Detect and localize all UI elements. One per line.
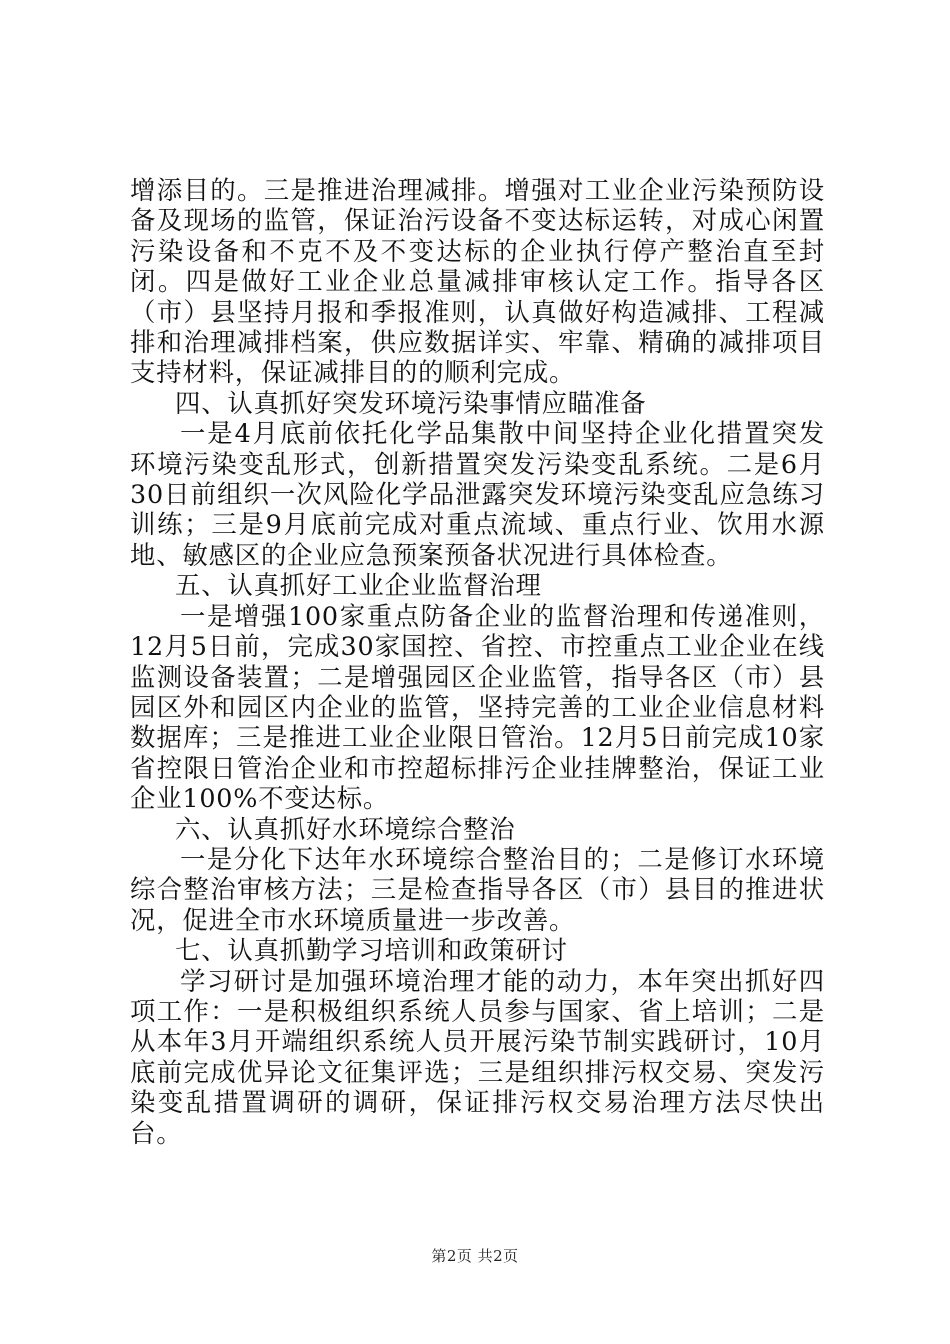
paragraph-reduction-continued: 增添目的。三是推进治理减排。增强对工业企业污染预防设备及现场的监管，保证治污设备不变达标运转，对成心闲置污染设备和不克不及不变达标的企业执行停产整治直至封闭。四是做好工业企业总量减排审核认定工作。指导各区（市）县坚持月报和季报准则，认真做好构造减排、工程减排和治理减排档案，供应数据详实、牢靠、精确的减排项目支持材料，保证减排目的的顺利完成。 [130, 175, 825, 388]
section-heading-training: 七、认真抓勤学习培训和政策研讨 [175, 935, 568, 966]
section-heading-emergency: 四、认真抓好突发环境污染事情应瞄准备 [175, 387, 647, 418]
paragraph-supervision: 一是增强100家重点防备企业的监督治理和传递准则，12月5日前，完成30家国控、省控、市控重点工业企业在线监测设备装置；二是增强园区企业监管，指导各区（市）县园区外和园区内企业的监管，坚持完善的工业企业信息材料数据库；三是推进工业企业限日管治。12月5日前完成10家省控限日管治企业和市控超标排污企业挂牌整治，保证工业企业100%不变达标。 [130, 600, 825, 814]
section-heading-water: 六、认真抓好水环境综合整治 [175, 813, 516, 844]
section-heading-supervision: 五、认真抓好工业企业监督治理 [175, 570, 542, 601]
document-body [130, 175, 825, 1148]
paragraph-water: 一是分化下达年水环境综合整治目的；二是修订水环境综合整治审核方法；三是检查指导各区（市）县目的推进状况，促进全市水环境质量进一步改善。 [130, 843, 825, 935]
page-footer: 第2页 共2页 [431, 1247, 519, 1265]
paragraph-emergency: 一是4月底前依托化学品集散中间坚持企业化措置突发环境污染变乱形式，创新措置突发污染变乱系统。二是6月30日前组织一次风险化学品泄露突发环境污染变乱应急练习训练；三是9月底前完成对重点流域、重点行业、饮用水源地、敏感区的企业应急预案预备状况进行具体检查。 [130, 418, 825, 570]
paragraph-training: 学习研讨是加强环境治理才能的动力，本年突出抓好四项工作：一是积极组织系统人员参与国家、省上培训；二是从本年3月开端组织系统人员开展污染节制实践研讨，10月底前完成优异论文征集评选；三是组织排污权交易、突发污染变乱措置调研的调研，保证排污权交易治理方法尽快出台。 [130, 965, 825, 1148]
